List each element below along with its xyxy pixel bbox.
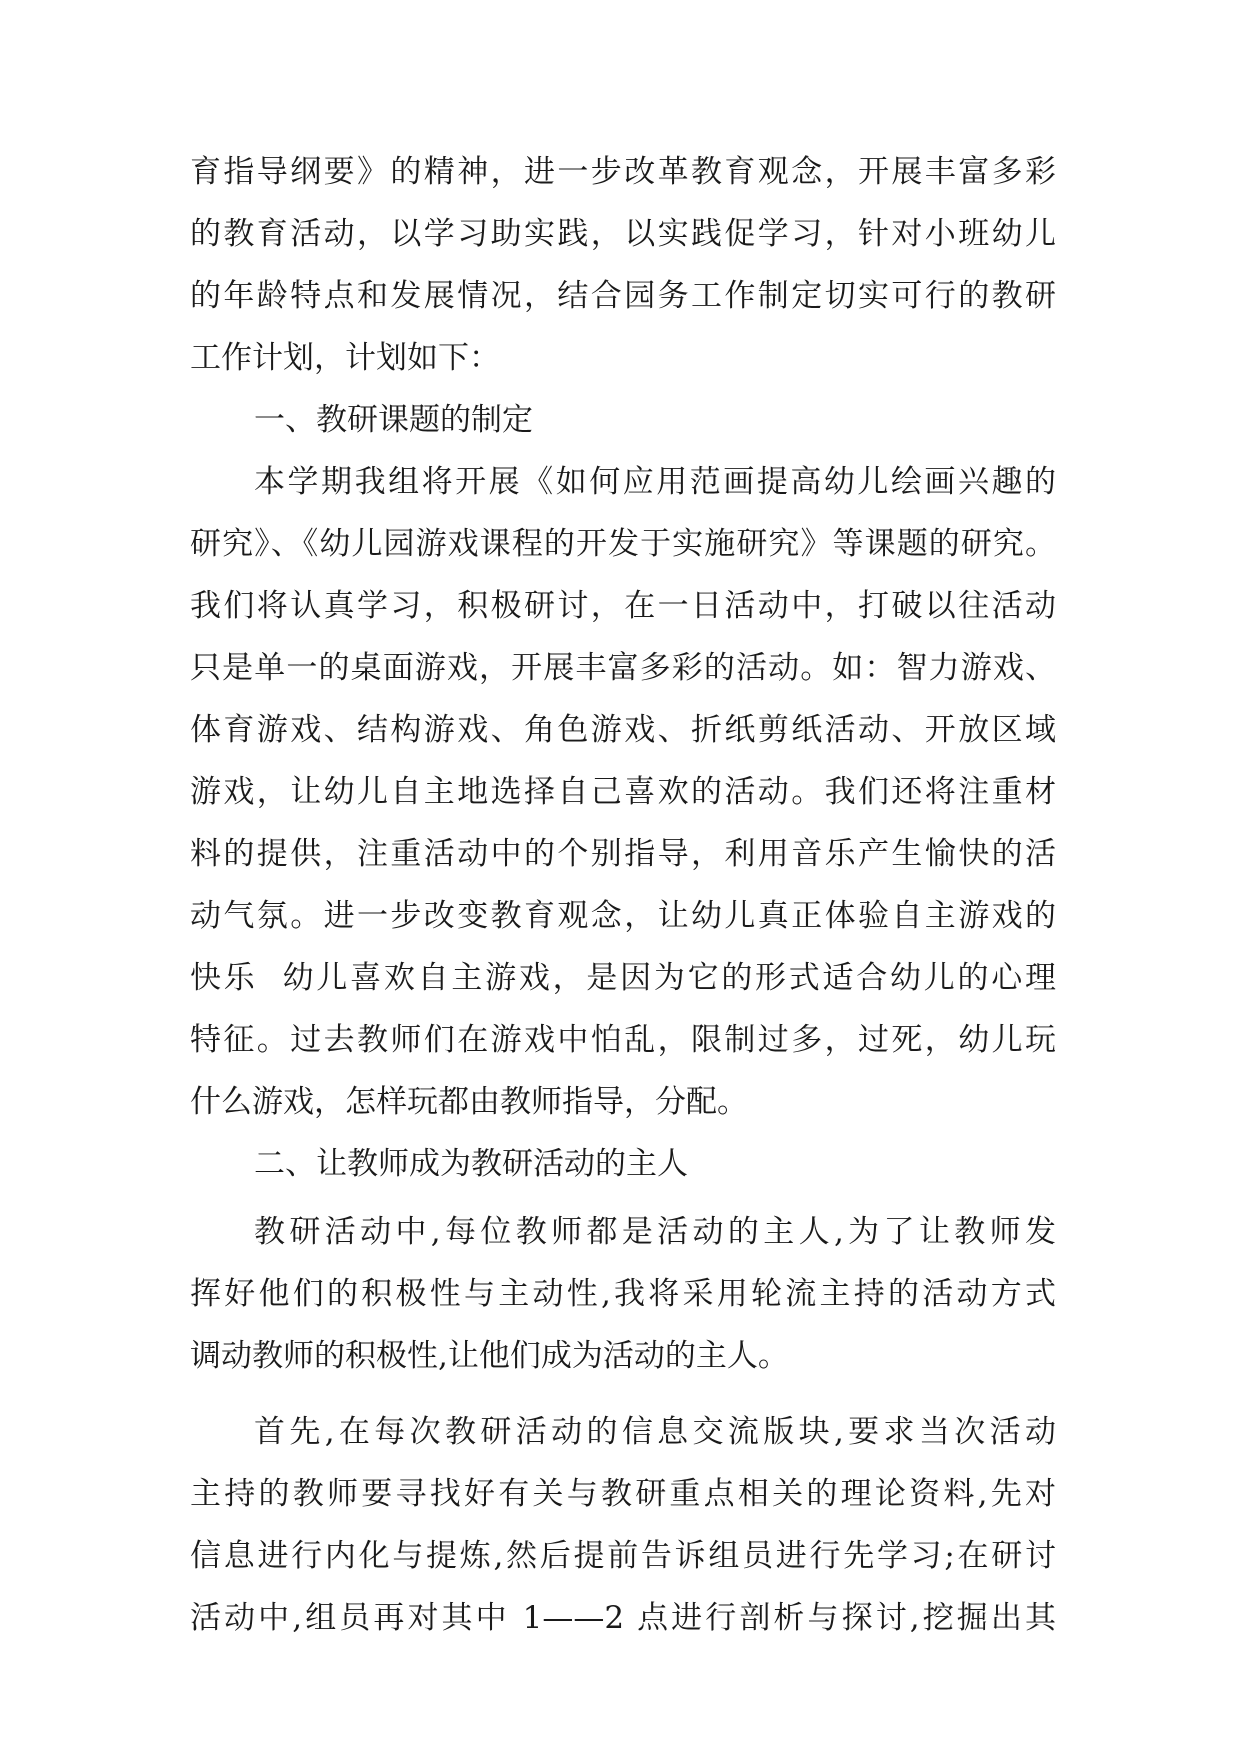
text-line: 只是单一的桌面游戏，开展丰富多彩的活动。如：智力游戏、 [190,650,1056,686]
text-line: 动气氛。进一步改变教育观念，让幼儿真正体验自主游戏的 [190,898,1056,934]
text-line: 首先,在每次教研活动的信息交流版块,要求当次活动 [254,1414,1056,1450]
document-page [190,141,1056,1649]
text-line: 活动中,组员再对其中 1——2 点进行剖析与探讨,挖掘出其 [190,1600,1056,1636]
section-heading-1: 一、教研课题的制定 [254,402,533,438]
text-line: 工作计划，计划如下： [190,340,500,376]
text-line: 什么游戏，怎样玩都由教师指导，分配。 [190,1084,748,1120]
text-line: 特征。过去教师们在游戏中怕乱，限制过多，过死，幼儿玩 [190,1022,1056,1058]
text-line: 体育游戏、结构游戏、角色游戏、折纸剪纸活动、开放区域 [190,712,1056,748]
text-line: 信息进行内化与提炼,然后提前告诉组员进行先学习;在研讨 [190,1538,1056,1574]
text-line: 的教育活动，以学习助实践，以实践促学习，针对小班幼儿 [190,216,1056,252]
text-line: 研究》、《幼儿园游戏课程的开发于实施研究》等课题的研究。 [190,526,1056,562]
text-line: 调动教师的积极性,让他们成为活动的主人。 [190,1338,789,1374]
text-line: 本学期我组将开展《如何应用范画提高幼儿绘画兴趣的 [254,464,1056,500]
text-line: 我们将认真学习，积极研讨，在一日活动中，打破以往活动 [190,588,1056,624]
intro-paragraph [190,141,1056,389]
section-heading-2: 二、让教师成为教研活动的主人 [254,1146,688,1182]
section-3-paragraph [190,1401,1056,1649]
section-2-paragraph [190,1201,1056,1387]
text-line: 游戏，让幼儿自主地选择自己喜欢的活动。我们还将注重材 [190,774,1056,810]
text-line: 育指导纲要》的精神，进一步改革教育观念，开展丰富多彩 [190,154,1056,190]
text-line: 快乐 幼儿喜欢自主游戏，是因为它的形式适合幼儿的心理 [190,960,1056,996]
text-line: 料的提供，注重活动中的个别指导，利用音乐产生愉快的活 [190,836,1056,872]
section-1-paragraph [190,451,1056,1133]
text-line: 的年龄特点和发展情况，结合园务工作制定切实可行的教研 [190,278,1056,314]
text-line: 主持的教师要寻找好有关与教研重点相关的理论资料,先对 [190,1476,1056,1512]
text-line: 教研活动中,每位教师都是活动的主人,为了让教师发 [254,1214,1056,1250]
text-line: 挥好他们的积极性与主动性,我将采用轮流主持的活动方式 [190,1276,1056,1312]
